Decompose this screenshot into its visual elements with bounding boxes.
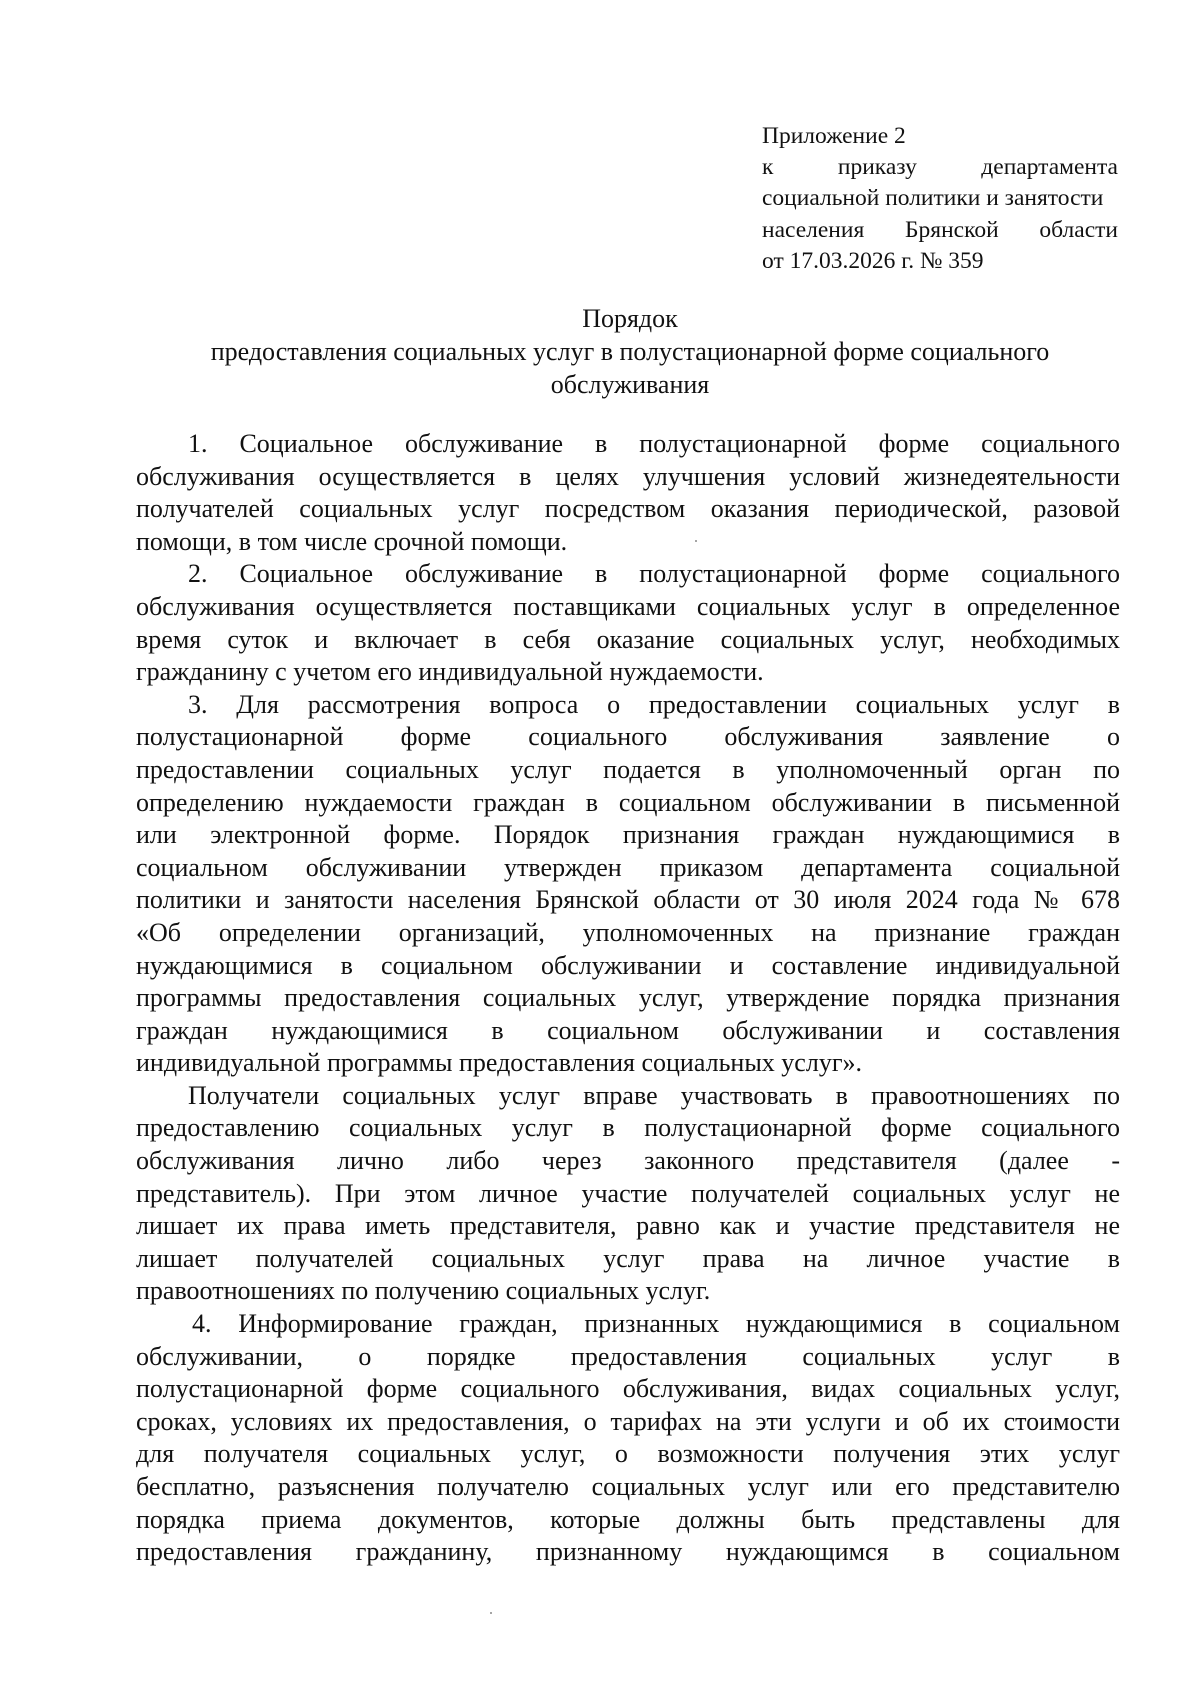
paragraph-2-line: время суток и включает в себя оказание социальных услуг, необходимых (136, 624, 1120, 654)
paragraph-2-line: гражданину с учетом его индивидуальной нуждаемости. (136, 657, 764, 687)
title-subtitle-line-1: предоставления социальных услуг в полустационарной форме социального (210, 337, 1050, 366)
appendix-region: населения Брянской области (762, 216, 1118, 243)
paragraph-3-line: социальном обслуживании утвержден приказом департамента социальной (136, 852, 1120, 882)
paragraph-representation-line: обслуживания лично либо через законного представителя (далее - (136, 1146, 1120, 1176)
paragraph-3-line: или электронной форме. Порядок признания граждан нуждающимися в (136, 820, 1120, 850)
paragraph-1-line: 1. Социальное обслуживание в полустационарной форме социального (188, 429, 1120, 458)
paragraph-representation-line: лишает получателей социальных услуг права на личное участие в (136, 1243, 1120, 1273)
paragraph-1-line: помощи, в том числе срочной помощи. (136, 526, 568, 556)
paragraph-2-line: обслуживания осуществляется поставщиками социальных услуг в определенное (136, 591, 1120, 621)
paragraph-4-line: обслуживании, о порядке предоставления социальных услуг в (136, 1341, 1120, 1371)
paragraph-3-line: «Об определении организаций, уполномоченных на признание граждан (136, 917, 1120, 947)
document-body (136, 428, 1120, 1569)
paragraph-4-line: 4. Информирование граждан, признанных нуждающимися в социальном (192, 1309, 1120, 1339)
appendix-number: Приложение 2 (762, 123, 906, 149)
paragraph-3-line: нуждающимися в социальном обслуживании и составление индивидуальной (136, 950, 1120, 980)
title-subtitle-line-2: обслуживания (550, 370, 710, 399)
paragraph-3-line: определению нуждаемости граждан в социальном обслуживании в письменной (136, 787, 1120, 817)
paragraph-3-line: предоставлении социальных услуг подается в уполномоченный орган по (136, 754, 1120, 784)
paragraph-4-line: предоставления гражданину, признанному нуждающимся в социальном (136, 1537, 1120, 1567)
scan-speck (490, 1612, 492, 1614)
paragraph-3-line: программы предоставления социальных услуг, утверждение порядка признания (136, 983, 1120, 1013)
appendix-header (762, 121, 1118, 277)
paragraph-representation-line: представитель). При этом личное участие получателей социальных услуг не (136, 1178, 1120, 1208)
paragraph-3-line: граждан нуждающимися в социальном обслуживании и составления (136, 1015, 1120, 1045)
paragraph-representation-line: Получатели социальных услуг вправе участвовать в правоотношениях по (188, 1080, 1120, 1110)
paragraph-3-line: полустационарной форме социального обслуживания заявление о (136, 722, 1120, 752)
paragraph-4-line: бесплатно, разъяснения получателю социальных услуг или его представителю (136, 1472, 1120, 1501)
paragraph-4-line: сроках, условиях их предоставления, о тарифах на эти услуги и об их стоимости (136, 1406, 1120, 1436)
paragraph-representation-line: правоотношениях по получению социальных услуг. (136, 1276, 711, 1306)
paragraph-1-line: получателей социальных услуг посредством оказания периодической, разовой (136, 494, 1120, 524)
paragraph-3-line: политики и занятости населения Брянской области от 30 июля 2024 года № 678 (136, 885, 1120, 915)
appendix-department: социальной политики и занятости (762, 185, 1104, 212)
paragraph-4-line: полустационарной форме социального обслуживания, видах социальных услуг, (136, 1374, 1120, 1404)
scan-speck (695, 540, 697, 542)
appendix-order-ref: к приказу департамента (762, 154, 1118, 181)
title-heading: Порядок (582, 304, 678, 333)
document-title (140, 302, 1120, 401)
paragraph-2-line: 2. Социальное обслуживание в полустационарной форме социального (188, 559, 1120, 589)
paragraph-1-line: обслуживания осуществляется в целях улучшения условий жизнедеятельности (136, 461, 1120, 491)
paragraph-representation-line: лишает их права иметь представителя, равно как и участие представителя не (136, 1211, 1120, 1241)
paragraph-3-line: 3. Для рассмотрения вопроса о предоставлении социальных услуг в (188, 689, 1120, 719)
appendix-date-number: от 17.03.2026 г. № 359 (762, 247, 984, 274)
paragraph-4-line: порядка приема документов, которые должны быть представлены для (136, 1504, 1120, 1534)
paragraph-representation-line: предоставлению социальных услуг в полустационарной форме социального (136, 1113, 1120, 1143)
paragraph-3-line: индивидуальной программы предоставления социальных услуг». (136, 1048, 862, 1078)
paragraph-4-line: для получателя социальных услуг, о возможности получения этих услуг (136, 1439, 1120, 1469)
